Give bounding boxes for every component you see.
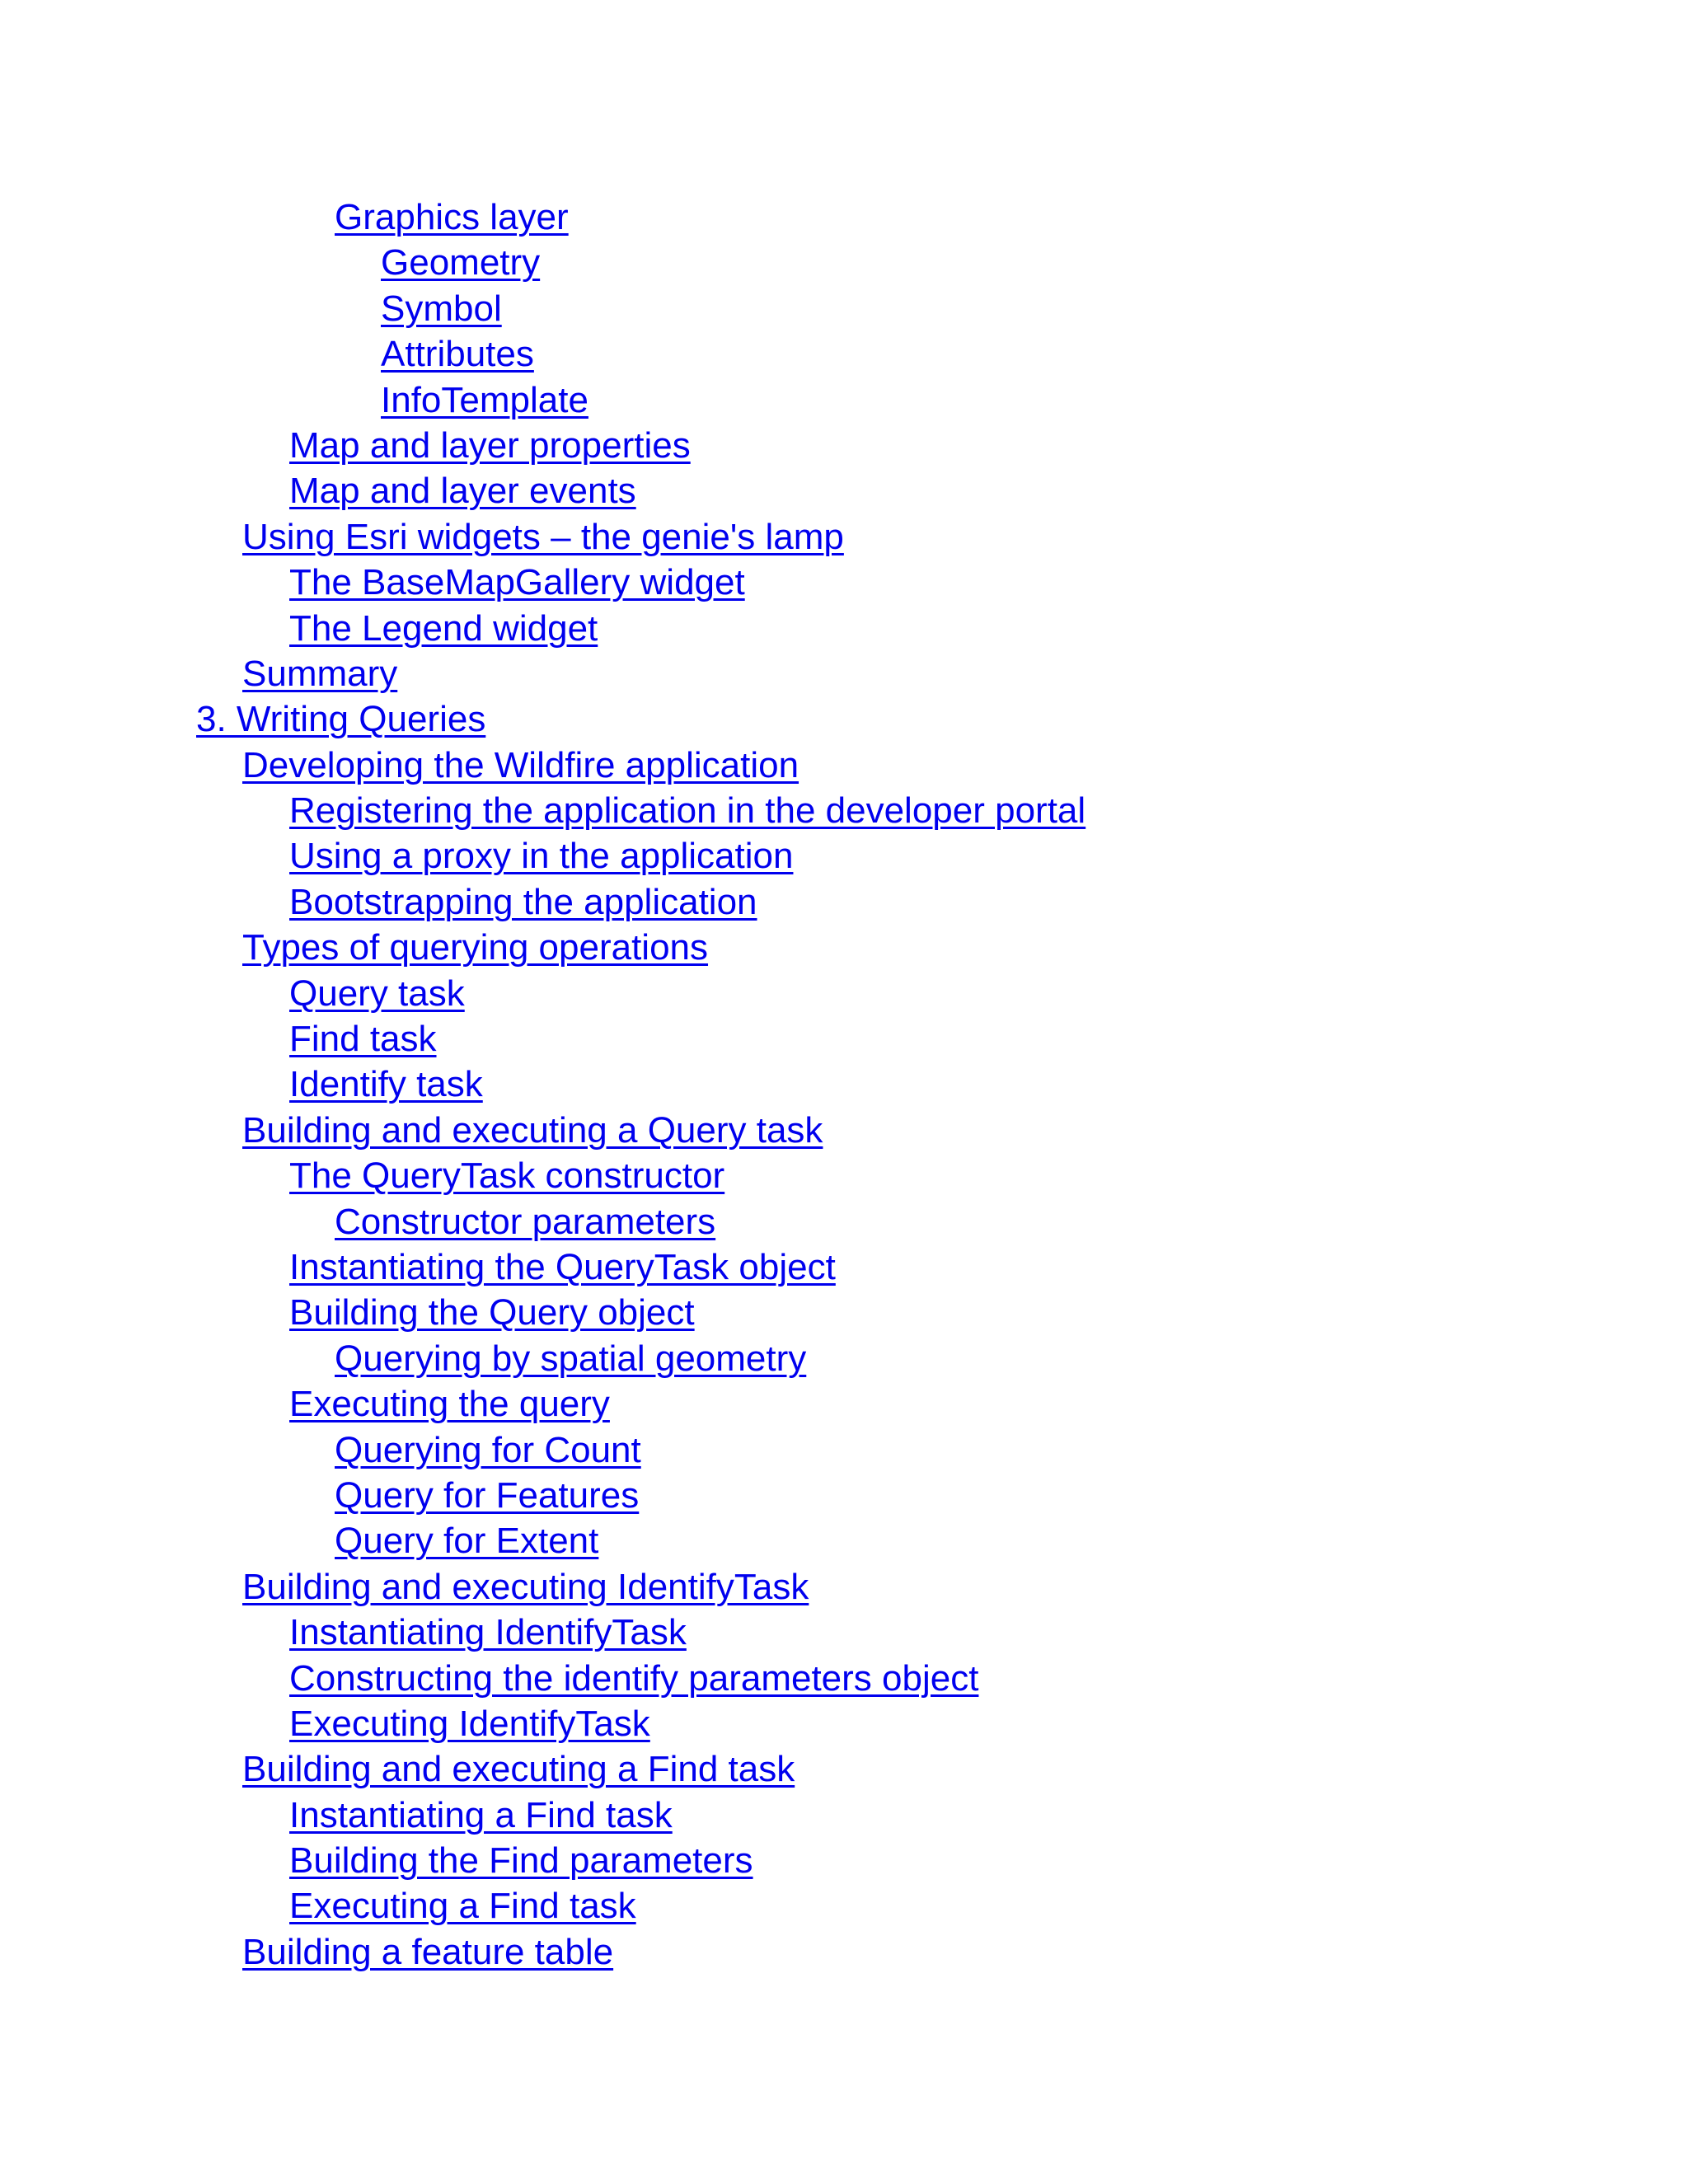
toc-entry [0,788,1688,833]
toc-link[interactable]: Developing the Wildfire application [242,744,799,785]
toc-link[interactable]: The BaseMapGallery widget [289,562,745,603]
toc-entry [0,1929,1688,1975]
toc-link[interactable]: Query task [289,972,465,1014]
toc-link[interactable]: Types of querying operations [242,927,709,968]
toc-link[interactable]: Instantiating the QueryTask object [289,1246,836,1287]
toc-entry [0,606,1688,651]
toc-link[interactable]: Summary [242,653,398,694]
toc-link[interactable]: Using Esri widgets – the genie's lamp [242,516,844,557]
toc-entry [0,833,1688,879]
toc-link[interactable]: Query for Extent [335,1521,599,1562]
toc-link[interactable]: Identify task [289,1064,483,1105]
toc-entry [0,240,1688,285]
toc-entry [0,879,1688,925]
toc-entry [0,696,1688,742]
toc-entry [0,1381,1688,1427]
toc-link[interactable]: Building and executing IdentifyTask [242,1566,809,1607]
toc-link[interactable]: Attributes [381,334,534,375]
toc-entry [0,377,1688,423]
toc-entry [0,1336,1688,1381]
table-of-contents [0,194,1688,1975]
toc-link[interactable]: Building the Find parameters [289,1840,753,1882]
toc-entry [0,1473,1688,1518]
toc-entry [0,1016,1688,1062]
toc-link[interactable]: Bootstrapping the application [289,881,757,922]
toc-entry [0,971,1688,1016]
toc-link[interactable]: Querying for Count [335,1429,641,1470]
toc-entry [0,194,1688,240]
toc-entry [0,1656,1688,1701]
toc-link[interactable]: Map and layer events [289,471,636,512]
toc-link[interactable]: Constructor parameters [335,1201,716,1242]
toc-entry [0,286,1688,331]
toc-entry [0,1564,1688,1610]
toc-entry [0,1244,1688,1290]
toc-entry [0,1883,1688,1929]
toc-entry [0,925,1688,970]
toc-link[interactable]: Graphics layer [335,197,569,237]
toc-link[interactable]: Constructing the identify parameters object [289,1657,979,1699]
toc-link[interactable]: Geometry [381,242,541,284]
toc-entry [0,1838,1688,1883]
toc-link[interactable]: Find task [289,1019,437,1060]
toc-link[interactable]: The QueryTask constructor [289,1155,725,1197]
toc-entry [0,743,1688,788]
toc-link[interactable]: Executing IdentifyTask [289,1703,650,1744]
toc-entry [0,1793,1688,1838]
toc-entry [0,1290,1688,1335]
toc-entry [0,1518,1688,1563]
toc-link[interactable]: Symbol [381,288,502,329]
toc-entry [0,651,1688,696]
toc-link[interactable]: Executing the query [289,1384,610,1425]
toc-link[interactable]: Building and executing a Query task [242,1109,823,1151]
toc-link[interactable]: InfoTemplate [381,379,588,420]
toc-entry [0,1746,1688,1792]
toc-entry [0,468,1688,513]
toc-entry [0,1701,1688,1746]
toc-link[interactable]: Using a proxy in the application [289,836,794,877]
toc-entry [0,560,1688,605]
toc-entry [0,331,1688,377]
toc-link[interactable]: The Legend widget [289,607,598,649]
toc-entry [0,1062,1688,1107]
toc-entry [0,1427,1688,1473]
toc-link[interactable]: Querying by spatial geometry [335,1338,807,1379]
toc-entry [0,1199,1688,1244]
toc-entry [0,423,1688,468]
toc-entry [0,1108,1688,1153]
toc-link[interactable]: Instantiating IdentifyTask [289,1612,687,1653]
toc-link[interactable]: Query for Features [335,1474,640,1516]
toc-entry [0,1153,1688,1198]
toc-link[interactable]: Building and executing a Find task [242,1749,795,1790]
toc-link[interactable]: Building the Query object [289,1292,695,1333]
toc-entry [0,514,1688,560]
toc-link[interactable]: 3. Writing Queries [196,699,486,740]
toc-entry [0,1610,1688,1655]
toc-link[interactable]: Instantiating a Find task [289,1794,673,1835]
toc-link[interactable]: Registering the application in the developer portal [289,790,1086,832]
toc-link[interactable]: Executing a Find task [289,1886,636,1927]
toc-link[interactable]: Map and layer properties [289,424,691,466]
toc-link[interactable]: Building a feature table [242,1931,614,1972]
